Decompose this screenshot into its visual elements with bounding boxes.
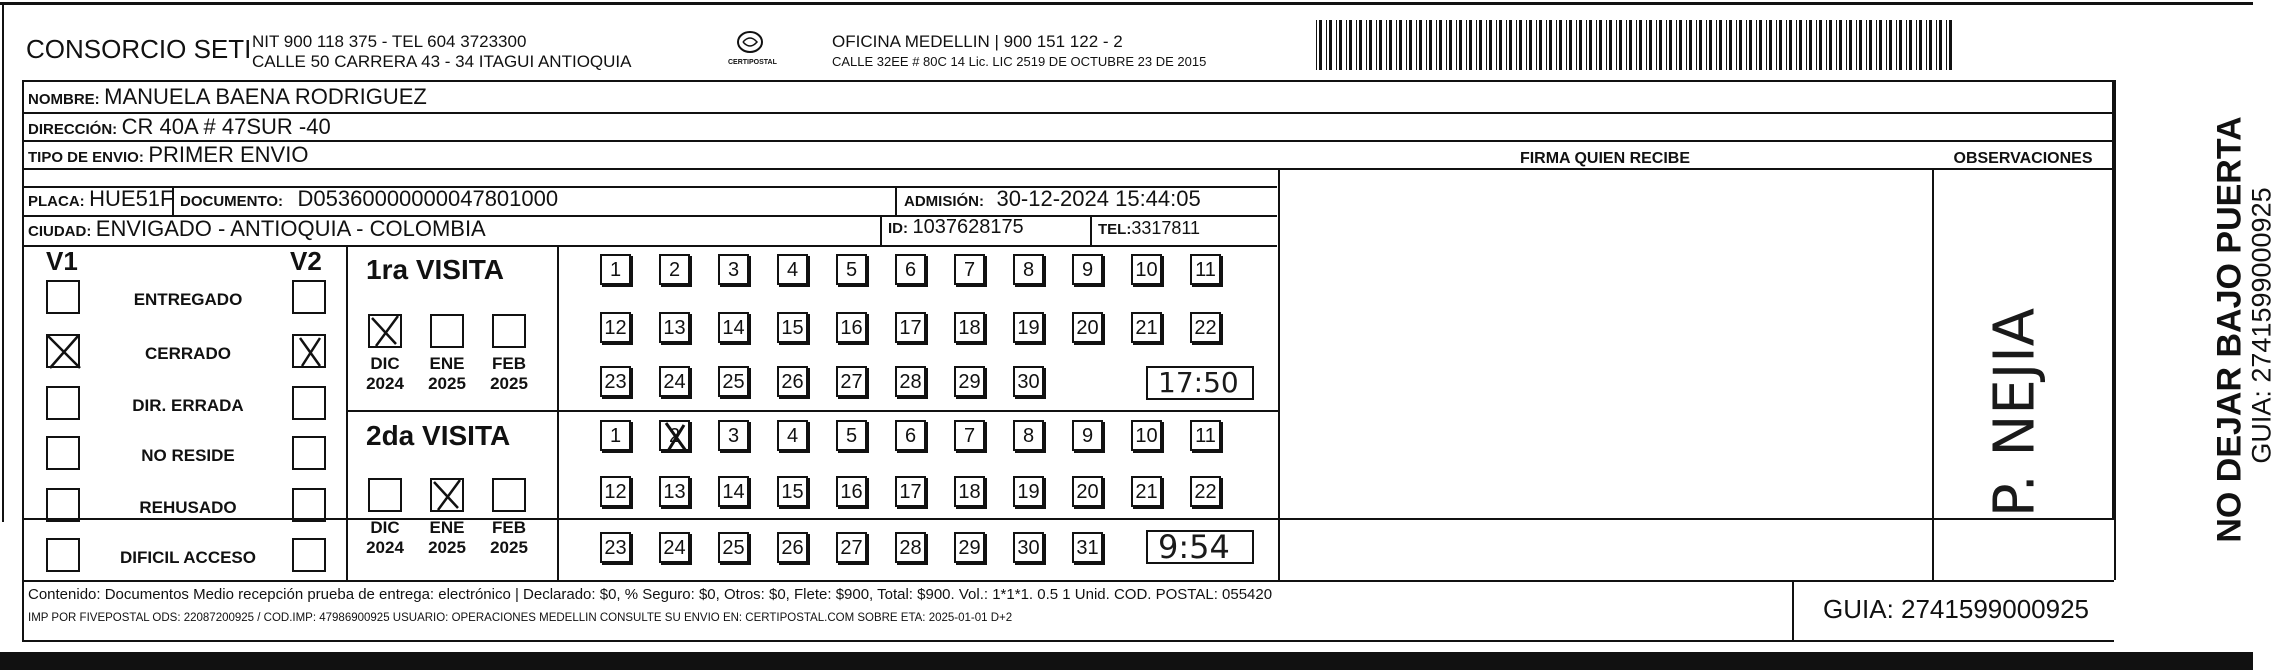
tel-value: 3317811 (1131, 218, 1201, 238)
no-dejar-warning: NO DEJAR BAJO PUERTA (2210, 116, 2249, 543)
barcode-bar (1766, 20, 1767, 70)
barcode-bar (1776, 20, 1777, 70)
barcode-bar (1916, 20, 1917, 70)
month-label: FEB 2025 (490, 518, 528, 557)
day-box[interactable]: 7 (954, 254, 985, 285)
nit-line: NIT 900 118 375 - TEL 604 3723300 (252, 32, 527, 51)
visit1-time-box (1146, 366, 1254, 400)
v1-checkbox[interactable] (46, 488, 80, 522)
barcode-bar (1946, 20, 1947, 70)
observaciones-handwriting: P. NEJIA (1982, 307, 2048, 518)
barcode-graphic (1316, 20, 1964, 70)
day-box[interactable]: 3 (718, 420, 749, 451)
day-box[interactable]: 17 (895, 312, 926, 343)
barcode-bar (1466, 20, 1467, 70)
barcode-bar (1546, 20, 1547, 70)
day-box[interactable]: 11 (1190, 420, 1221, 451)
barcode-bar (1396, 20, 1397, 70)
barcode-bar (1699, 20, 1702, 70)
direccion-value: CR 40A # 47SUR -40 (121, 114, 331, 139)
barcode-bar (1609, 20, 1612, 70)
barcode (1316, 20, 1964, 70)
barcode-bar (1909, 20, 1912, 70)
barcode-bar (1816, 20, 1817, 70)
barcode-bar (1336, 20, 1337, 70)
barcode-bar (1579, 20, 1582, 70)
day-box[interactable]: 27 (836, 366, 867, 397)
barcode-bar (1476, 20, 1477, 70)
v2-checkbox[interactable] (292, 334, 326, 368)
barcode-bar (1636, 20, 1637, 70)
day-box[interactable]: 14 (718, 476, 749, 507)
logo-text: CERTIPOSTAL (728, 59, 777, 66)
barcode-bar (1726, 20, 1727, 70)
barcode-bar (1586, 20, 1587, 70)
barcode-bar (1629, 20, 1632, 70)
barcode-bar (1486, 20, 1487, 70)
day-box[interactable]: 24 (659, 366, 690, 397)
day-box[interactable]: 31 (1072, 532, 1103, 563)
day-box[interactable]: 18 (954, 476, 985, 507)
certipostal-logo (728, 30, 777, 66)
day-box[interactable]: 21 (1131, 476, 1162, 507)
barcode-bar (1446, 20, 1447, 70)
month-checkbox[interactable] (368, 478, 402, 512)
visit2-title: 2da VISITA (366, 420, 511, 451)
day-box[interactable]: 16 (836, 312, 867, 343)
v2-checkbox[interactable] (292, 538, 326, 572)
v1-checkbox[interactable] (46, 436, 80, 470)
day-box[interactable]: 9 (1072, 420, 1103, 451)
barcode-bar (1856, 20, 1857, 70)
barcode-bar (1706, 20, 1707, 70)
firma-header: FIRMA QUIEN RECIBE (1519, 150, 1691, 167)
barcode-bar (1576, 20, 1577, 70)
status-option-label: NO RESIDE (141, 446, 235, 465)
day-box[interactable]: 26 (777, 532, 808, 563)
v2-checkbox[interactable] (292, 386, 326, 420)
barcode-bar (1316, 20, 1317, 70)
barcode-bar (1819, 20, 1822, 70)
barcode-bar (1479, 20, 1482, 70)
month-checkbox[interactable] (492, 314, 526, 348)
day-box[interactable]: 30 (1013, 532, 1044, 563)
barcode-bar (1346, 20, 1347, 70)
v1-label: V1 (46, 246, 78, 276)
barcode-bar (1489, 20, 1492, 70)
barcode-bar (1469, 20, 1472, 70)
barcode-bar (1736, 20, 1737, 70)
day-box[interactable]: 6 (895, 420, 926, 451)
nombre-value: MANUELA BAENA RODRIGUEZ (104, 84, 427, 109)
barcode-bar (1379, 20, 1382, 70)
barcode-bar (1416, 20, 1417, 70)
barcode-bar (1809, 20, 1812, 70)
day-box[interactable]: 5 (836, 254, 867, 285)
barcode-bar (1549, 20, 1552, 70)
day-box[interactable]: 8 (1013, 420, 1044, 451)
day-box[interactable]: 15 (777, 312, 808, 343)
status-option-label: DIR. ERRADA (132, 396, 244, 415)
barcode-bar (1376, 20, 1377, 70)
barcode-bar (1626, 20, 1627, 70)
barcode-bar (1929, 20, 1932, 70)
day-box[interactable]: 10 (1131, 420, 1162, 451)
day-box[interactable]: 5 (836, 420, 867, 451)
barcode-bar (1599, 20, 1602, 70)
barcode-bar (1319, 20, 1322, 70)
barcode-bar (1506, 20, 1507, 70)
direccion-field: DIRECCIÓN: CR 40A # 47SUR -40 (28, 114, 331, 139)
month-label: ENE 2025 (428, 518, 466, 557)
barcode-bar (1399, 20, 1402, 70)
day-box[interactable]: 15 (777, 476, 808, 507)
v1-checkbox[interactable] (46, 334, 80, 368)
id-field: ID: 1037628175 (888, 216, 1024, 238)
month-checkbox[interactable] (492, 478, 526, 512)
nombre-field: NOMBRE: MANUELA BAENA RODRIGUEZ (28, 84, 427, 109)
barcode-bar (1369, 20, 1372, 70)
footer-imp: IMP POR FIVEPOSTAL ODS: 22087200925 / COD.IMP: 47986900925 USUARIO: OPERACIONES MEDELLIN CONSULTE SU ENVIO EN: CERTIPOSTAL.COM SOBRE ETA: 2025-01-01 D+2 (28, 612, 1013, 624)
barcode-bar (1499, 20, 1502, 70)
barcode-bar (1596, 20, 1597, 70)
barcode-bar (1666, 20, 1667, 70)
day-box[interactable]: 22 (1190, 476, 1221, 507)
left-edge (2, 2, 4, 522)
barcode-bar (1806, 20, 1807, 70)
day-box[interactable]: 2 (659, 420, 690, 451)
day-box[interactable]: 12 (600, 476, 631, 507)
barcode-bar (1536, 20, 1537, 70)
visit1-title: 1ra VISITA (366, 254, 504, 285)
day-box[interactable]: 11 (1190, 254, 1221, 285)
company-address: CALLE 50 CARRERA 43 - 34 ITAGUI ANTIOQUIA (252, 52, 632, 71)
barcode-bar (1866, 20, 1867, 70)
v1-checkbox[interactable] (46, 280, 80, 314)
office-line: OFICINA MEDELLIN | 900 151 122 - 2 (832, 32, 1123, 51)
month-checkbox[interactable] (368, 314, 402, 348)
month-label: FEB 2025 (490, 354, 528, 393)
day-box[interactable]: 29 (954, 366, 985, 397)
barcode-bar (1456, 20, 1457, 70)
day-box[interactable]: 22 (1190, 312, 1221, 343)
month-checkbox[interactable] (430, 478, 464, 512)
barcode-bar (1659, 20, 1662, 70)
barcode-bar (1786, 20, 1787, 70)
day-box[interactable]: 25 (718, 366, 749, 397)
barcode-bar (1739, 20, 1742, 70)
month-checkbox[interactable] (430, 314, 464, 348)
barcode-bar (1949, 20, 1952, 70)
barcode-bar (1779, 20, 1782, 70)
day-box[interactable]: 28 (895, 366, 926, 397)
barcode-bar (1589, 20, 1592, 70)
barcode-bar (1689, 20, 1692, 70)
barcode-bar (1559, 20, 1562, 70)
barcode-bar (1719, 20, 1722, 70)
day-box[interactable]: 12 (600, 312, 631, 343)
placa-field: PLACA: HUE51F (28, 186, 174, 211)
barcode-bar (1876, 20, 1877, 70)
barcode-bar (1849, 20, 1852, 70)
bottom-band (0, 652, 2253, 670)
barcode-bar (1839, 20, 1842, 70)
barcode-bar (1326, 20, 1327, 70)
barcode-bar (1349, 20, 1352, 70)
barcode-bar (1769, 20, 1772, 70)
barcode-bar (1646, 20, 1647, 70)
placa-value: HUE51F (89, 186, 174, 211)
barcode-bar (1616, 20, 1617, 70)
day-box[interactable]: 24 (659, 532, 690, 563)
status-option-label: CERRADO (145, 344, 231, 363)
barcode-bar (1529, 20, 1532, 70)
barcode-bar (1649, 20, 1652, 70)
license-line: CALLE 32EE # 80C 14 Lic. LIC 2519 DE OCTUBRE 23 DE 2015 (832, 54, 1207, 69)
v2-label: V2 (290, 246, 322, 276)
tel-field: TEL:3317811 (1098, 218, 1201, 238)
barcode-bar (1859, 20, 1862, 70)
barcode-bar (1359, 20, 1362, 70)
day-box[interactable]: 25 (718, 532, 749, 563)
barcode-bar (1329, 20, 1332, 70)
visit2-time: 9:54 (1158, 528, 1230, 566)
barcode-bar (1556, 20, 1557, 70)
company-info (252, 32, 631, 72)
barcode-bar (1356, 20, 1357, 70)
barcode-bar (1686, 20, 1687, 70)
barcode-bar (1436, 20, 1437, 70)
barcode-bar (1826, 20, 1827, 70)
barcode-bar (1789, 20, 1792, 70)
top-edge (0, 2, 2253, 5)
barcode-bar (1539, 20, 1542, 70)
ciudad-field: CIUDAD: ENVIGADO - ANTIOQUIA - COLOMBIA (28, 216, 486, 241)
day-box[interactable]: 27 (836, 532, 867, 563)
admision-field: ADMISIÓN: 30-12-2024 15:44:05 (904, 186, 1201, 211)
month-label: DIC 2024 (366, 354, 404, 393)
barcode-bar (1729, 20, 1732, 70)
day-box[interactable]: 6 (895, 254, 926, 285)
barcode-bar (1899, 20, 1902, 70)
day-box[interactable]: 10 (1131, 254, 1162, 285)
v1-checkbox[interactable] (46, 386, 80, 420)
barcode-bar (1696, 20, 1697, 70)
barcode-bar (1886, 20, 1887, 70)
footer-contenido: Contenido: Documentos Medio recepción prueba de entrega: electrónico | Declarado: $0, % Seguro: $0, Otros: $0, Flete: $900, Total: $900. Vol.: 1*1*1. 0.5 1 Unid. COD. POSTAL: 055420 (28, 586, 1273, 603)
v2-checkbox[interactable] (292, 280, 326, 314)
barcode-bar (1519, 20, 1522, 70)
status-option-label: DIFICIL ACCESO (119, 548, 256, 567)
barcode-bar (1796, 20, 1797, 70)
barcode-bar (1829, 20, 1832, 70)
barcode-bar (1606, 20, 1607, 70)
barcode-bar (1799, 20, 1802, 70)
day-box[interactable]: 9 (1072, 254, 1103, 285)
day-box[interactable]: 30 (1013, 366, 1044, 397)
barcode-bar (1679, 20, 1682, 70)
month-label: ENE 2025 (428, 354, 466, 393)
barcode-bar (1389, 20, 1392, 70)
day-box[interactable]: 4 (777, 420, 808, 451)
barcode-bar (1709, 20, 1712, 70)
day-box[interactable]: 8 (1013, 254, 1044, 285)
barcode-bar (1919, 20, 1922, 70)
day-box[interactable]: 21 (1131, 312, 1162, 343)
barcode-bar (1746, 20, 1747, 70)
barcode-bar (1569, 20, 1572, 70)
barcode-bar (1459, 20, 1462, 70)
barcode-bar (1619, 20, 1622, 70)
day-box[interactable]: 13 (659, 312, 690, 343)
day-box[interactable]: 23 (600, 532, 631, 563)
day-box[interactable]: 19 (1013, 312, 1044, 343)
month-label: DIC 2024 (366, 518, 404, 557)
barcode-bar (1756, 20, 1757, 70)
documento-field: DOCUMENTO: D05360000000047801000 (180, 186, 559, 211)
visit2-time-box (1146, 530, 1254, 564)
admision-value: 30-12-2024 15:44:05 (996, 186, 1201, 211)
barcode-bar (1526, 20, 1527, 70)
day-box[interactable]: 3 (718, 254, 749, 285)
day-box[interactable]: 19 (1013, 476, 1044, 507)
barcode-bar (1449, 20, 1452, 70)
barcode-bar (1896, 20, 1897, 70)
day-box[interactable]: 17 (895, 476, 926, 507)
day-box[interactable]: 2 (659, 254, 690, 285)
company-name: CONSORCIO SETI (26, 34, 252, 64)
barcode-bar (1749, 20, 1752, 70)
day-box[interactable]: 29 (954, 532, 985, 563)
barcode-bar (1439, 20, 1442, 70)
barcode-bar (1339, 20, 1342, 70)
observaciones-header: OBSERVACIONES (1953, 150, 2093, 167)
v2-checkbox[interactable] (292, 436, 326, 470)
barcode-bar (1936, 20, 1937, 70)
barcode-bar (1879, 20, 1882, 70)
footer-guia: GUIA: 2741599000925 (1823, 594, 2089, 624)
barcode-bar (1419, 20, 1422, 70)
day-box[interactable]: 1 (600, 420, 631, 451)
barcode-bar (1939, 20, 1942, 70)
barcode-bar (1426, 20, 1427, 70)
id-value: 1037628175 (912, 216, 1024, 238)
barcode-bar (1869, 20, 1872, 70)
ciudad-value: ENVIGADO - ANTIOQUIA - COLOMBIA (95, 216, 486, 241)
day-box[interactable]: 20 (1072, 312, 1103, 343)
barcode-bar (1716, 20, 1717, 70)
barcode-bar (1836, 20, 1837, 70)
barcode-bar (1759, 20, 1762, 70)
barcode-bar (1566, 20, 1567, 70)
barcode-bar (1676, 20, 1677, 70)
barcode-bar (1846, 20, 1847, 70)
v2-checkbox[interactable] (292, 488, 326, 522)
barcode-bar (1429, 20, 1432, 70)
barcode-bar (1926, 20, 1927, 70)
day-box[interactable]: 18 (954, 312, 985, 343)
tipo-envio-field: TIPO DE ENVIO: PRIMER ENVIO (28, 142, 309, 167)
signature-area[interactable] (1288, 180, 1924, 570)
barcode-bar (1409, 20, 1412, 70)
day-box[interactable]: 1 (600, 254, 631, 285)
barcode-bar (1516, 20, 1517, 70)
barcode-bar (1386, 20, 1387, 70)
barcode-bar (1366, 20, 1367, 70)
day-box[interactable]: 28 (895, 532, 926, 563)
day-box[interactable]: 13 (659, 476, 690, 507)
day-box[interactable]: 26 (777, 366, 808, 397)
day-box[interactable]: 7 (954, 420, 985, 451)
day-box[interactable]: 23 (600, 366, 631, 397)
visit1-time: 17:50 (1158, 366, 1239, 399)
office-info (832, 32, 1206, 72)
tipo-envio-value: PRIMER ENVIO (148, 142, 309, 167)
day-box[interactable]: 20 (1072, 476, 1103, 507)
side-guia: GUIA: 2741599000925 (2246, 187, 2277, 464)
barcode-bar (1406, 20, 1407, 70)
day-box[interactable]: 4 (777, 254, 808, 285)
barcode-bar (1906, 20, 1907, 70)
v1-checkbox[interactable] (46, 538, 80, 572)
barcode-bar (1496, 20, 1497, 70)
barcode-bar (1509, 20, 1512, 70)
barcode-bar (1889, 20, 1892, 70)
logo-icon (733, 30, 767, 56)
barcode-bar (1656, 20, 1657, 70)
status-option-label: REHUSADO (139, 498, 237, 517)
status-option-label: ENTREGADO (133, 290, 243, 309)
barcode-bar (1639, 20, 1642, 70)
documento-value: D05360000000047801000 (297, 186, 559, 211)
day-box[interactable]: 16 (836, 476, 867, 507)
day-box[interactable]: 14 (718, 312, 749, 343)
barcode-bar (1669, 20, 1672, 70)
